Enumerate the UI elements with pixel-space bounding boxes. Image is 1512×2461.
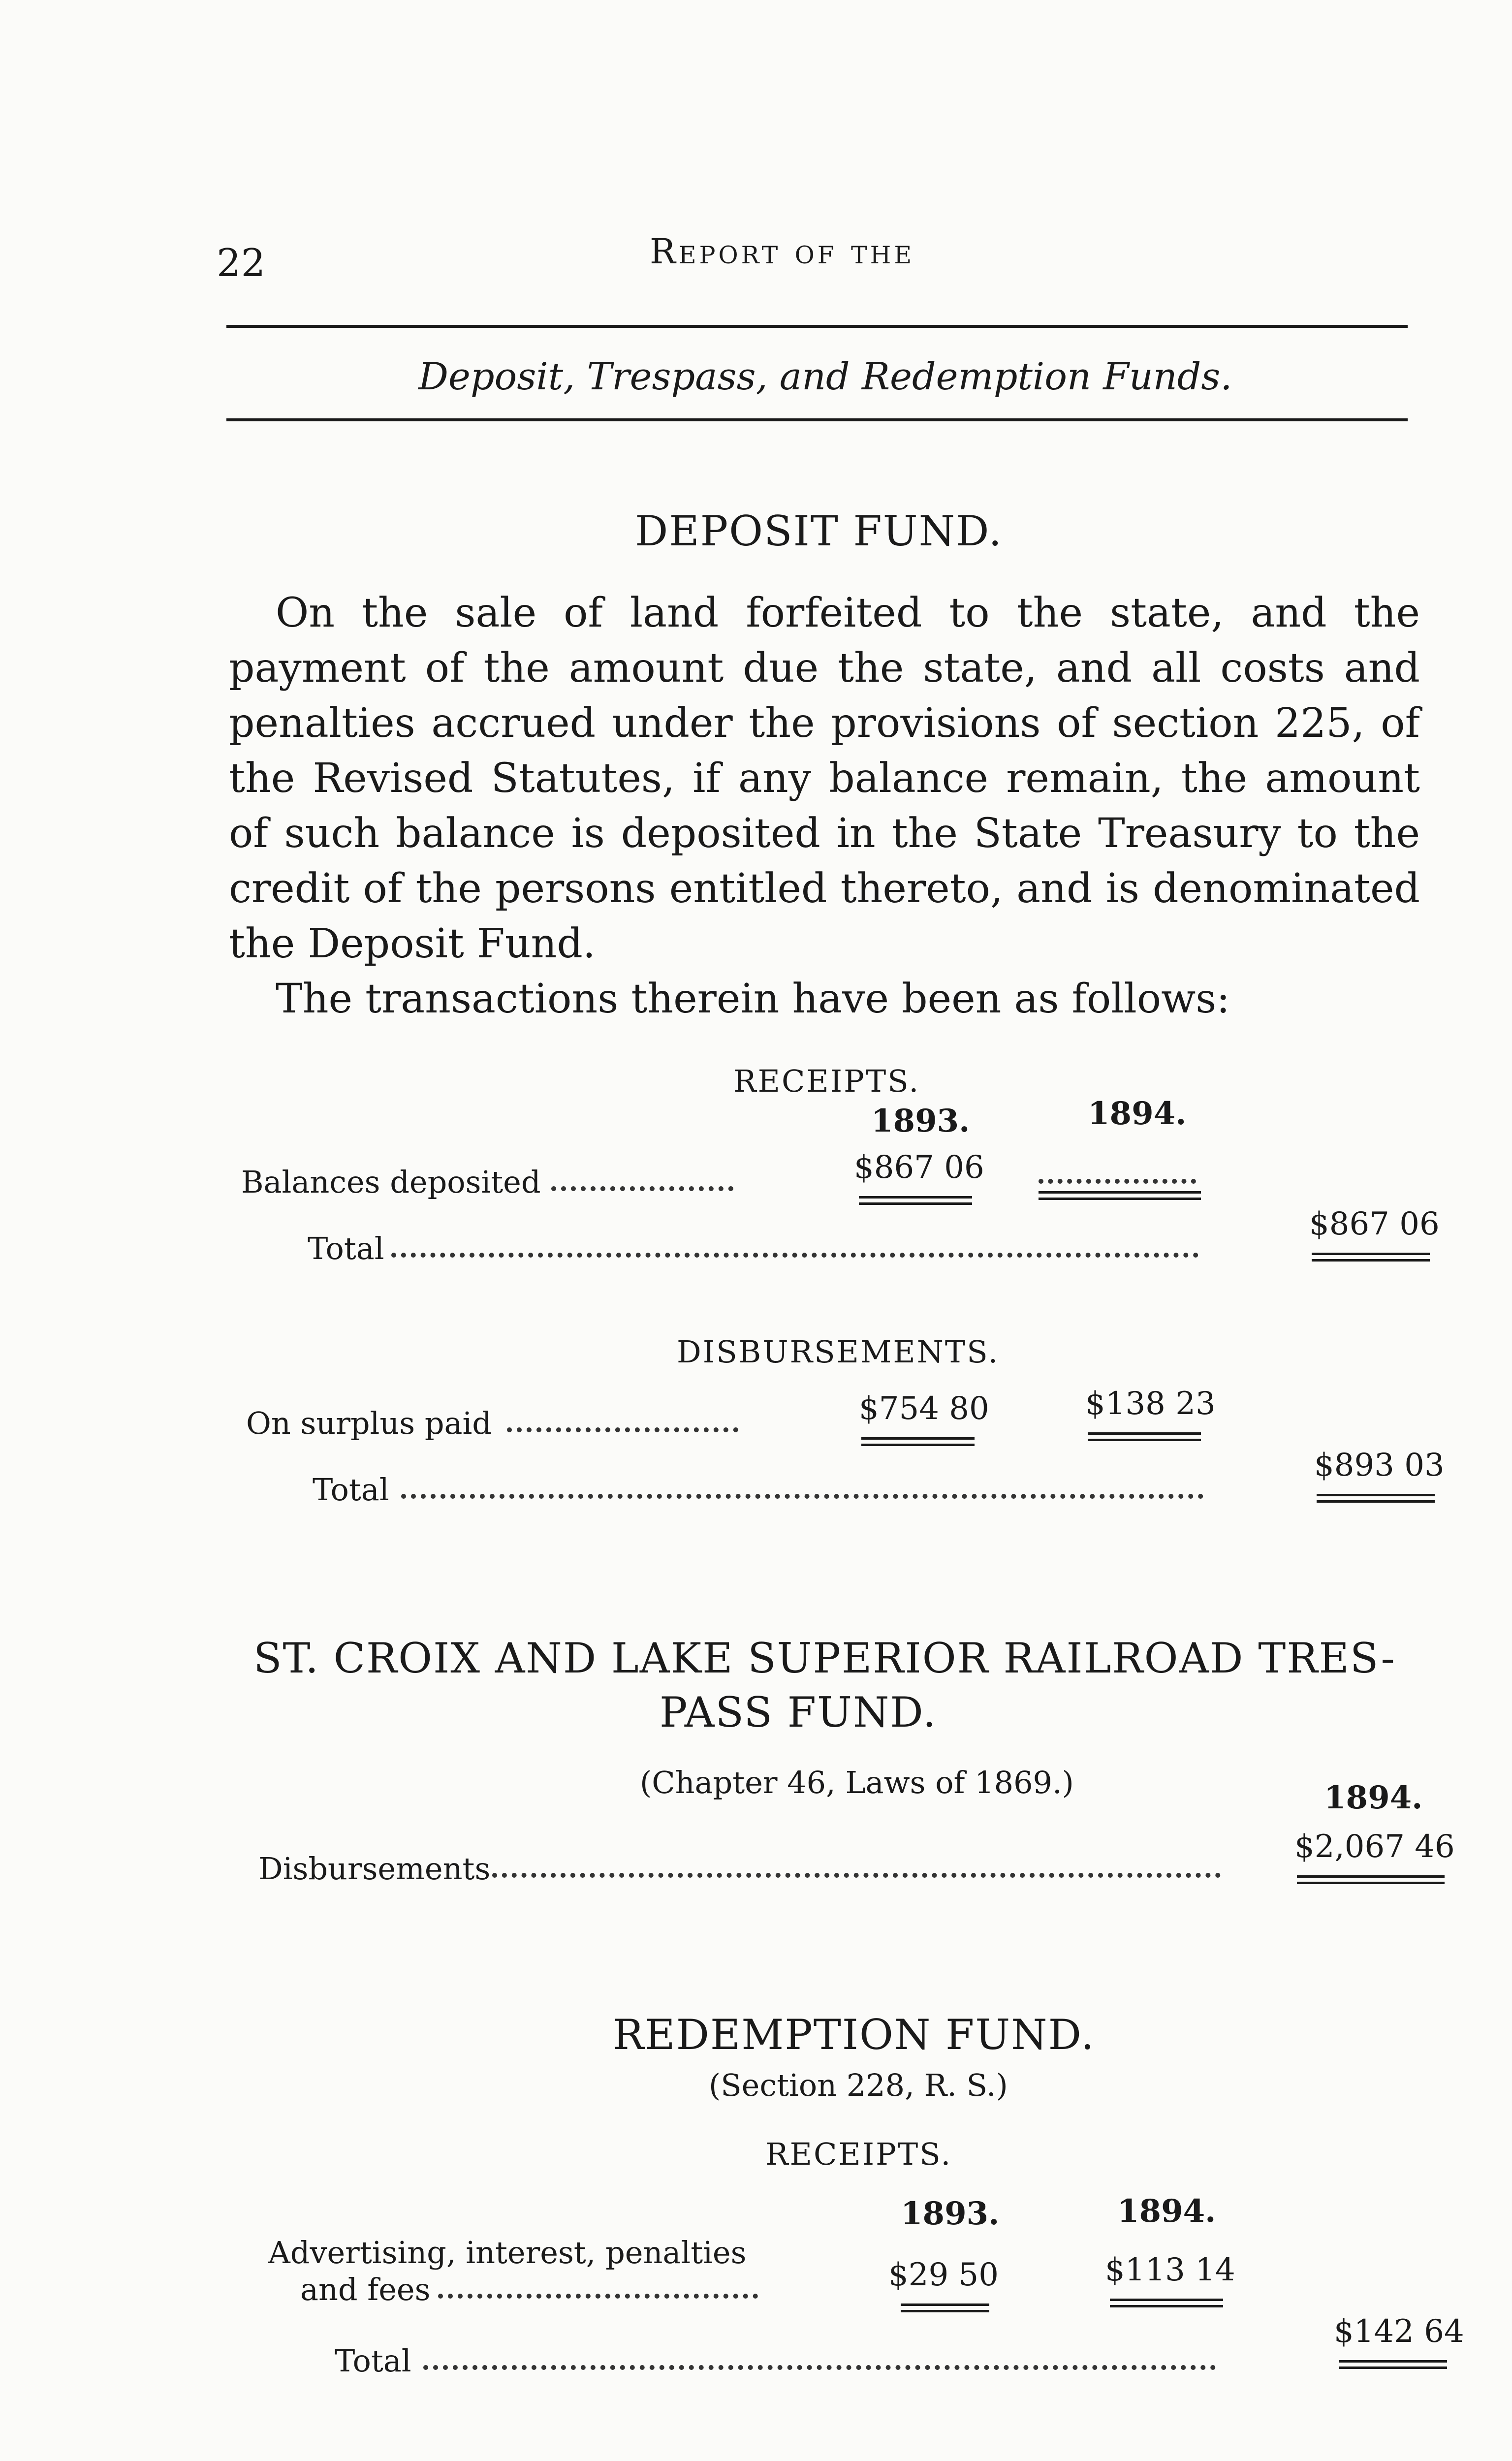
double-rule [859,1196,972,1205]
double-rule [1297,1875,1445,1884]
balances-deposited-label: Balances deposited [241,1164,541,1200]
redemption-fund-title: REDEMPTION FUND. [613,2011,1095,2059]
trespass-fund-citation: (Chapter 46, Laws of 1869.) [640,1765,1074,1800]
redemption-row-1893: $29 50 [888,2257,999,2293]
redemption-year-1893: 1893. [901,2195,1000,2232]
trespass-fund-title-line1: ST. CROIX AND LAKE SUPERIOR RAILROAD TRES- [253,1634,1396,1682]
leader-dots [391,1253,1198,1258]
deposit-receipts-total-label: Total [308,1230,384,1266]
leader-dots [438,2294,758,2299]
double-rule [1339,2360,1447,2369]
redemption-total: $142 64 [1334,2313,1464,2350]
deposit-receipts-total: $867 06 [1309,1206,1440,1242]
deposit-receipts-year-1893: 1893. [871,1103,970,1139]
deposit-disbursements-heading: DISBURSEMENTS. [677,1334,1000,1370]
double-rule [861,1437,975,1446]
leader-dots [423,2365,1216,2370]
trespass-disbursements-label: Disbursements [258,1851,491,1887]
double-rule [1039,1191,1201,1200]
double-rule [1088,1432,1201,1441]
double-rule [1312,1253,1430,1262]
empty-1894-dots [1039,1179,1196,1184]
redemption-year-1894: 1894. [1117,2193,1216,2230]
trespass-fund-year: 1894. [1324,1779,1423,1816]
leader-dots [551,1186,733,1191]
deposit-receipts-year-1894: 1894. [1088,1095,1187,1132]
trespass-fund-title-line2: PASS FUND. [660,1688,937,1736]
deposit-paragraph-1: On the sale of land forfeited to the state, and the payment of the amount due the state, and all costs and penalties accrued under the provisions of section 225, of the Revised Statutes, if any balance remain, the amount of such balance is deposited in the State Treasury to the credit of the persons entitled thereto, and is denominated the Deposit Fund. [229,590,1420,967]
redemption-total-label: Total [335,2343,411,2379]
running-head: Report of the [650,231,915,272]
leader-dots [507,1427,738,1432]
top-rule-upper [226,325,1408,328]
double-rule [1110,2299,1223,2307]
double-rule [1317,1494,1435,1503]
deposit-paragraph-2: The transactions therein have been as follows: [276,976,1230,1022]
section-subheading: Deposit, Trespass, and Redemption Funds. [418,354,1232,398]
deposit-receipts-heading: RECEIPTS. [733,1063,920,1099]
deposit-disbursements-total-label: Total [313,1472,389,1508]
on-surplus-paid-label: On surplus paid [246,1405,492,1441]
double-rule [901,2303,989,2312]
page-number: 22 [217,241,266,285]
leader-dots [492,1873,1221,1878]
redemption-receipts-heading: RECEIPTS. [765,2136,952,2172]
on-surplus-paid-1893: $754 80 [859,1390,989,1427]
redemption-row-1894: $113 14 [1105,2252,1235,2288]
deposit-fund-text [229,586,1420,1027]
balances-deposited-1893: $867 06 [854,1149,984,1186]
redemption-fund-citation: (Section 228, R. S.) [709,2067,1008,2103]
deposit-disbursements-total: $893 03 [1314,1447,1445,1483]
trespass-disbursements-amount: $2,067 46 [1294,1829,1455,1865]
redemption-row-label-line2: and fees [300,2272,431,2307]
top-rule-lower [226,418,1408,421]
leader-dots [401,1494,1203,1499]
redemption-row-label-line1: Advertising, interest, penalties [268,2235,747,2271]
on-surplus-paid-1894: $138 23 [1085,1386,1216,1422]
deposit-fund-title: DEPOSIT FUND. [635,507,1003,555]
